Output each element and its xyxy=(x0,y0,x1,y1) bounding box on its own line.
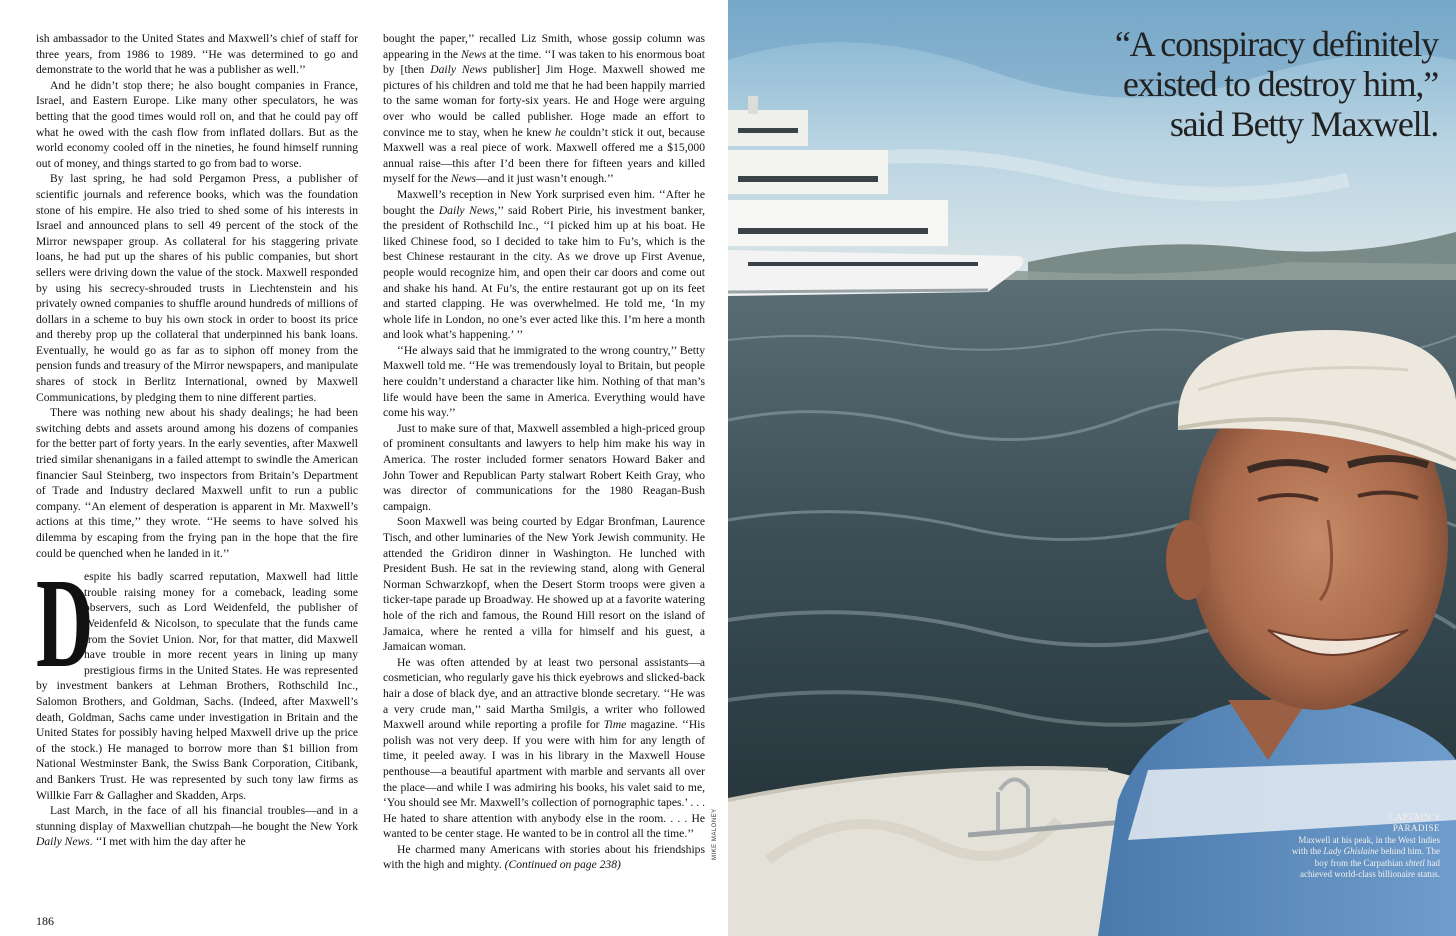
text-column-2 xyxy=(383,31,705,873)
paragraph xyxy=(383,655,705,842)
paragraph: Just to make sure of that, Maxwell assembled a high-priced group of prominent consultants and lawyers to help him make his way in America. The roster included former senators Howard Baker and John Tower and Republican Party stalwart Robert Keith Gray, who was director of communications for the 1980 Reagan-Bush campaign. xyxy=(383,421,705,513)
text-run: publisher] Jim Hoge. Maxwell showed me pictures of his children and told me that he had been happily married to the same woman for forty-six years. He and Hoge were arguing over who would be called publisher. Hoge made an effort to convince me to stay, when he knew xyxy=(383,63,706,139)
italic-run: Daily News xyxy=(438,203,495,217)
page-number: 186 xyxy=(36,914,54,928)
paragraph: ‘‘He always said that he immigrated to the wrong country,’’ Betty Maxwell told me. ‘‘He was tremendously loyal to Britain, but people here couldn’t understand a character like him. Nothing of that man’s life would have been the same in America. Everything would have come his way.’’ xyxy=(383,343,705,420)
caption-heading: CAPTAIN’S xyxy=(1389,812,1440,822)
pull-quote: “A conspiracy definitely existed to destroy him,” said Betty Maxwell. xyxy=(1114,24,1438,144)
italic-run: News xyxy=(450,172,477,186)
text-run: ,’’ said Robert Pirie, his investment banker, the president of Rothschild Inc., ‘‘I picked him up at his boat. He liked Chinese food, so I decided to take him to Fu’s, which is the best Chinese restaurant in the city. As we drove up First Avenue, people would recognize him, and open their car doors and come out and shake his hand. At Fu’s, the entire restaurant got up on its feet and started clapping. He was overwhelmed. He told me, ‘In my whole life in London, no one’s ever acted like this. I’m here a month and look what’s happening.’ ’’ xyxy=(383,203,706,342)
text-run: at the time. ‘‘I was taken to his enormous boat by [then xyxy=(383,47,705,77)
caption-body xyxy=(1290,835,1440,881)
italic-run: Daily News xyxy=(430,63,488,77)
text-run: He was often attended by at least two personal assistants—a cosmetician, who regularly gave his thick eyebrows and slicked-back hair a dose of black dye, and an attractive blonde secretary. ‘‘He was a very crude man,’’ said Martha Smilgis, a writer who followed Maxwell around while reporting a profile for xyxy=(383,655,705,732)
text-run: He charmed many Americans with stories about his friendships with the high and mighty. xyxy=(383,842,705,872)
text-run: . ‘‘I met with him the day after he xyxy=(89,835,246,849)
italic-run: (Continued on page 238) xyxy=(504,858,621,872)
paragraph: And he didn’t stop there; he also bought companies in France, Israel, and Eastern Europe. Like many other speculators, he was betting that the good times would roll on, and that he could pay off what he owed with the cash flow from inflated dollars. But as the world economy cooled off in the nineties, he found himself running out of money, and things started to go from bad to worse. xyxy=(36,78,358,170)
photo-caption xyxy=(1290,812,1440,880)
paragraph xyxy=(383,31,705,187)
italic-run: shtetl xyxy=(1405,857,1425,868)
paragraph: By last spring, he had sold Pergamon Press, a publisher of scientific journals and reference books, which was the foundation stone of his empire. He also tried to shed some of his interests in Israel and announced plans to sell 49 percent of the stock of the Mirror newspaper group. As collateral for his staggering private loans, he had put up the shares of his public companies, but short sellers were driving down the value of the stock. Maxwell responded by using his secrecy-shrouded trusts in Liechtenstein and his privately owned companies to shuffle around hundreds of millions of dollars in a scheme to buy his own stock in order to boost its price and thereby prop up the collateral that underpinned his bank loans. Eventually, he would go as far as to siphon off money from the pension funds and treasury of the Mirror newspapers, and manipulate shares of stock in Berlitz International, owned by Maxwell Communications, by pledging them to nine different parties. xyxy=(36,172,358,404)
paragraph xyxy=(36,803,358,850)
italic-run: News xyxy=(461,47,487,61)
text-run: behind him. The boy from the Carpathian xyxy=(1314,846,1440,868)
italic-run: Time xyxy=(603,718,627,732)
paragraph: There was nothing new about his shady dealings; he had been switching debts and assets around among his dozens of companies for the better part of forty years. In the early seventies, after Maxwell tried similar shenanigans in a failed attempt to swindle the American financier Saul Steinberg, two inspectors from Britain’s Department of Trade and Industry declared Maxwell unfit to run a public company. ‘‘An element of desperation is apparent in Mr. Maxwell’s actions at this time,’’ they wrote. ‘‘He seems to have solved his dilemma by escaping from the frying pan in the hope that the fire could be quenched when he landed in it.’’ xyxy=(36,406,358,560)
text-run: couldn’t stick it out, because Maxwell was a real piece of work. Maxwell offered me a $15,000 annual raise—this after I’d been there for fifteen years and killed myself for the xyxy=(383,125,705,186)
photo-credit: MIKE MALONEY xyxy=(712,808,718,860)
paragraph: ish ambassador to the United States and Maxwell’s chief of staff for three years, from 1986 to 1989. ‘‘He was determined to go and demonstrate to the world that he was a publisher as well.’’ xyxy=(36,32,358,77)
paragraph-dropcap xyxy=(36,552,358,803)
paragraph xyxy=(383,842,705,873)
paragraph-text: espite his badly scarred reputation, Maxwell had little trouble raising money for a comeback, leading some observers, such as Lord Weidenfeld, the publisher of Weidenfeld & Nicolson, to speculate that the funds came from the Soviet Union. Nor, for that matter, did Maxwell have trouble in more recent years in lining up many prestigious firms in the United States. He was represented by investment bankers at Lehman Brothers, Rothschild Inc., Salomon Brothers, and Goldman, Sachs. (Indeed, after Maxwell’s death, Goldman, Sachs came under investigation in Britain and the United States for possibly having helped Maxwell drive up the price of the stock.) He managed to borrow more than $1 billion from National Westminster Bank, the Swiss Bank Corporation, Citibank, and Bankers Trust. He was represented by such tony law firms as Willkie Farr & Gallagher and Skadden, Arps. xyxy=(36,570,358,802)
text-run: Maxwell at his peak, in the West Indies with the xyxy=(1291,834,1440,857)
paragraph: Soon Maxwell was being courted by Edgar Bronfman, Laurence Tisch, and other luminaries of the New York Jewish community. He attended the Gridiron dinner in Washington. He lunched with President Bush. He sat in the reviewing stand, along with General Norman Schwarzkopf, when the Desert Storm troops were given a ticker-tape parade up Broadway. He showed up at a favorite watering hole of the rich and famous, the Round Hill resort on the island of Jamaica, where he rented a villa for himself and his guest, a Jamaican woman. xyxy=(383,515,705,654)
drop-cap-letter: D xyxy=(36,552,94,695)
italic-run: Daily News xyxy=(36,835,90,849)
paragraph xyxy=(383,187,705,343)
text-run: bought the paper,’’ recalled Liz Smith, whose gossip column was appearing in the xyxy=(383,32,705,61)
italic-run: Lady Ghislaine xyxy=(1323,846,1379,857)
text-run: magazine. ‘‘His polish was not very deep. If you were with him for any length of time, it peeled away. I was in his library in the Maxwell House penthouse—a beautiful apartment with marble and servants all over the place—and while I was admiring his books, his valet said to me, ‘You should see Mr. Maxwell’s collection of pornographic tapes.’ . . . He hated to share attention with anybody else in the room. . . . He wanted to be center stage. He wanted to be in control all the time.’’ xyxy=(383,718,705,841)
text-run: —and it just wasn’t enough.’’ xyxy=(476,172,614,186)
caption-heading: PARADISE xyxy=(1392,823,1440,834)
text-run: Maxwell’s reception in New York surprised even him. ‘‘After he bought the xyxy=(383,187,705,217)
text-column-1 xyxy=(36,31,358,850)
photo xyxy=(728,0,1456,936)
italic-run: he xyxy=(555,125,566,139)
text-run: Last March, in the face of all his financial troubles—and in a stunning display of Maxwellian chutzpah—he bought the New York xyxy=(36,804,358,833)
text-run: had achieved world-class billionaire status. xyxy=(1300,857,1440,880)
